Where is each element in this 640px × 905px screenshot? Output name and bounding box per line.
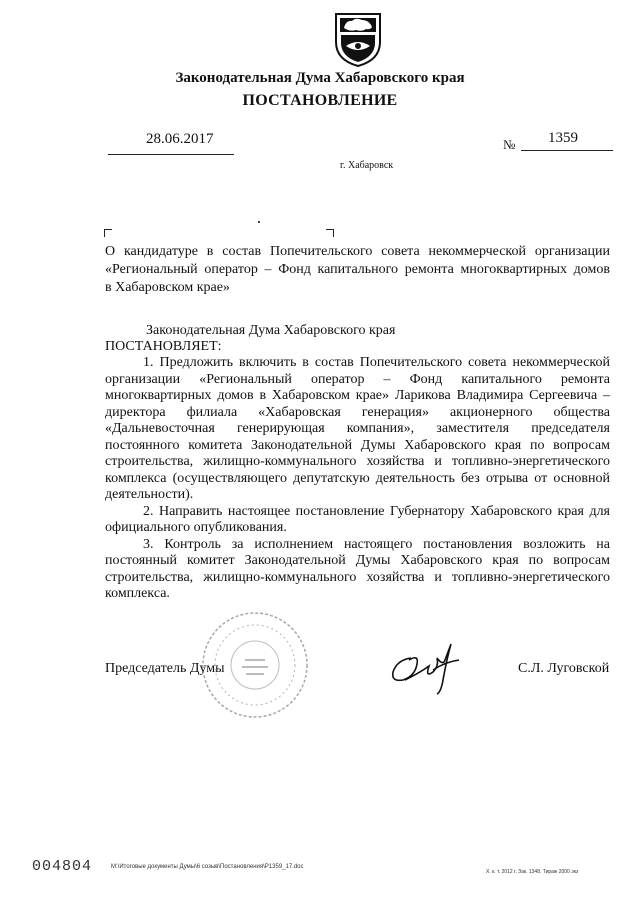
- number-underline: [521, 150, 613, 151]
- subject-line: «Региональный оператор – Фонд капитального ремонта многоквартирных домов: [105, 262, 610, 277]
- resolution-item-3: 3. Контроль за исполнением настоящего постановления возложить на постоянный комитет Законодательной Думы Хабаровского края по вопросам строительства, жилищно-коммунального хозяйства и топливно-энергетического комплекса.: [105, 536, 610, 601]
- subject-line: в Хабаровском крае»: [105, 280, 230, 295]
- khabarovsk-bear-coat-of-arms-icon: [332, 8, 384, 68]
- subject-corner-left: [104, 229, 112, 237]
- organization-title: Законодательная Дума Хабаровского края: [175, 70, 465, 86]
- scan-speck: [258, 221, 260, 223]
- signature: [385, 636, 465, 696]
- signer-name: С.Л. Луговской: [518, 661, 610, 676]
- number-sign: №: [503, 137, 516, 152]
- document-date: 28.06.2017: [146, 131, 214, 147]
- chairman-title: Председатель Думы: [105, 661, 225, 676]
- resolution-item-2: 2. Направить настоящее постановление Губернатору Хабаровского края для официального опубликования.: [105, 503, 610, 535]
- file-path: M:\Итоговые документы Думы\6 созыв\Постановления\P1359_17.doc: [111, 864, 304, 870]
- preamble-resolves: ПОСТАНОВЛЯЕТ:: [105, 339, 222, 354]
- document-type: ПОСТАНОВЛЕНИЕ: [242, 92, 398, 109]
- subject-line: О кандидатуре в состав Попечительского совета некоммерческой организации: [105, 244, 610, 259]
- subject-corner-right: [326, 229, 334, 237]
- date-underline: [108, 154, 234, 155]
- emblem: [332, 8, 384, 68]
- resolution-body: [105, 355, 610, 603]
- document-number: 1359: [548, 130, 578, 146]
- print-info: Х. к. т. 2012 г. Зак. 1348. Тираж 2000 экз: [486, 869, 579, 875]
- handwritten-signature-icon: [385, 636, 465, 696]
- preamble-duma: Законодательная Дума Хабаровского края: [146, 323, 396, 338]
- subject: [105, 243, 610, 297]
- resolution-item-1: 1. Предложить включить в состав Попечительского совета некоммерческой организации «Региональный оператор – Фонд капитального ремонта многоквартирных домов в Хабаровском крае» Ларикова Владимира Сергеевича – директора филиала «Хабаровская генерация» акционерного общества «Дальневосточная генерирующая компания», заместителя председателя постоянного комитета Законодательной Думы Хабаровского края по вопросам строительства, жилищно-коммунального хозяйства и топливно-энергетического комплекса (осуществляющего депутатскую деятельность без отрыва от основной деятельности).: [105, 355, 610, 502]
- registration-number: 004804: [32, 858, 93, 875]
- city: г. Хабаровск: [340, 160, 394, 171]
